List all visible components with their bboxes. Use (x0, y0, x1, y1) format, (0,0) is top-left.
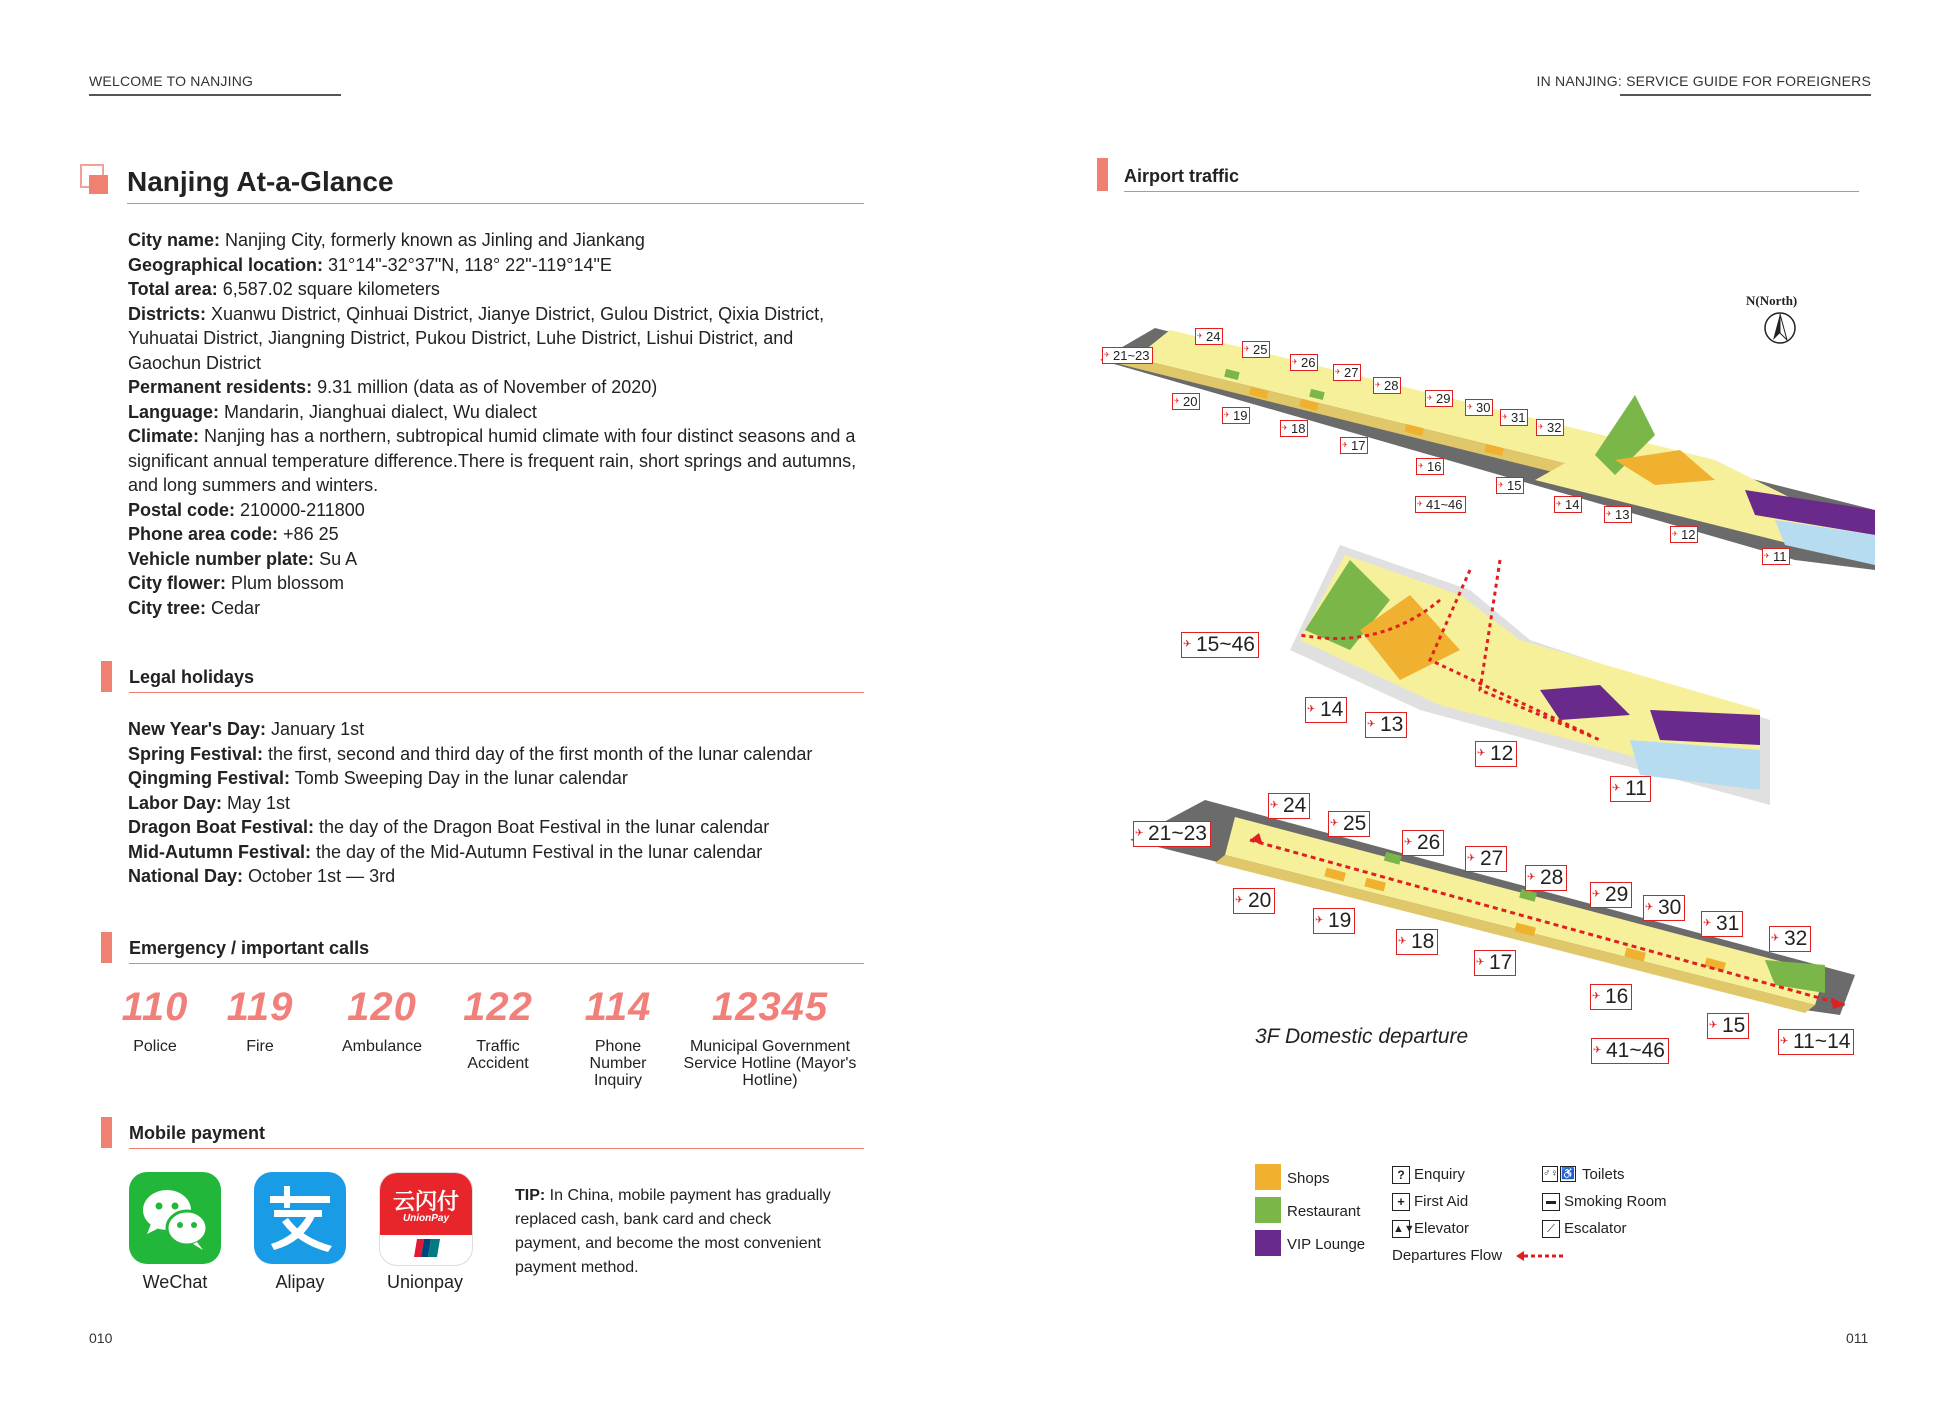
fact-row-value: Su A (314, 548, 358, 569)
gate-number: 21~23 (1113, 348, 1150, 363)
legend-escalator: Escalator (1564, 1220, 1627, 1237)
gate-number: 32 (1784, 927, 1808, 950)
gate-number: 41~46 (1426, 497, 1463, 512)
gate-number: 17 (1351, 438, 1366, 453)
plane-icon: ✈ (1418, 463, 1424, 470)
page-title: Nanjing At-a-Glance (127, 166, 394, 197)
plane-icon: ✈ (1593, 1045, 1602, 1056)
holiday-row (128, 791, 888, 816)
gate-number: 12 (1490, 742, 1514, 765)
gate-number: 19 (1233, 408, 1248, 423)
gate-number: 17 (1489, 951, 1513, 974)
holidays-title: Legal holidays (129, 667, 255, 687)
gate-label (1313, 908, 1355, 934)
enquiry-icon: ? (1392, 1166, 1410, 1184)
fact-row-value: Nanjing has a northern, subtropical humid climate with four distinct seasons and a significant annual temperature difference.There is frequent rain, short springs and autumns, and long summers and winters. (128, 426, 857, 495)
gate-number: 28 (1384, 378, 1399, 393)
alipay-label: Alipay (275, 1272, 325, 1292)
fact-row (128, 277, 868, 302)
unionpay-logo-text: 云闪付 (392, 1189, 459, 1214)
gate-number: 20 (1248, 889, 1272, 912)
gate-label (1333, 364, 1361, 381)
gate-label (1102, 347, 1153, 364)
fact-row-value: Plum blossom (226, 573, 345, 593)
gate-number: 15 (1507, 478, 1522, 493)
plane-icon: ✈ (1538, 424, 1544, 431)
departures-flow-icon (1516, 1250, 1566, 1262)
plane-icon: ✈ (1224, 412, 1230, 419)
gate-label (1701, 911, 1743, 937)
legend-restaurant: Restaurant (1287, 1203, 1361, 1220)
gate-label (1536, 419, 1564, 436)
emergency-label-traffic: Traffic Accident (467, 1038, 529, 1072)
gate-label (1590, 984, 1632, 1010)
fact-row-value: 6,587.02 square kilometers (217, 279, 440, 299)
gate-number: 12 (1681, 527, 1696, 542)
gate-number: 14 (1320, 698, 1344, 721)
legend-elevator: Elevator (1414, 1220, 1470, 1237)
alipay-icon (254, 1172, 346, 1264)
holidays-rule (129, 692, 864, 693)
holiday-row-value: October 1st — 3rd (243, 866, 396, 886)
gate-label (1181, 632, 1259, 658)
map-caption: 3F Domestic departure (1255, 1025, 1469, 1048)
holiday-row-label: Labor Day: (128, 792, 223, 813)
emergency-label-inquiry: Phone Number Inquiry (589, 1038, 647, 1089)
gate-number: 11~14 (1793, 1030, 1851, 1053)
fact-row-value: +86 25 (278, 524, 339, 544)
gate-label (1465, 846, 1507, 872)
gate-label (1707, 1013, 1749, 1039)
gate-label (1396, 929, 1438, 955)
fact-row-label: Climate: (128, 426, 200, 446)
gate-number: 11 (1625, 777, 1647, 800)
north-label: N(North) (1746, 293, 1798, 308)
unionpay-icon (379, 1172, 473, 1266)
emergency-title: Emergency / important calls (129, 938, 370, 958)
plane-icon: ✈ (1771, 933, 1780, 944)
elevator-icon: ▲▼ (1392, 1220, 1410, 1238)
plane-icon: ✈ (1174, 398, 1180, 405)
plane-icon: ✈ (1292, 359, 1298, 366)
fact-row-value: Nanjing City, formerly known as Jinling and Jiankang (220, 230, 645, 250)
gate-number: 26 (1301, 355, 1316, 370)
gate-label (1525, 865, 1567, 891)
gate-label (1195, 328, 1223, 345)
plane-icon: ✈ (1527, 872, 1536, 883)
emergency-bar (101, 932, 112, 963)
gate-label (1305, 697, 1347, 723)
fact-row-value: Cedar (206, 597, 261, 618)
payment-title: Mobile payment (129, 1123, 266, 1143)
gate-label (1465, 399, 1493, 416)
holiday-row (128, 766, 888, 791)
gate-number: 15 (1722, 1014, 1746, 1037)
gate-label (1425, 390, 1453, 407)
plane-icon: ✈ (1235, 895, 1244, 906)
plane-icon: ✈ (1427, 395, 1433, 402)
gate-label (1328, 811, 1370, 837)
emergency-label-fire: Fire (246, 1038, 274, 1055)
plane-icon: ✈ (1398, 936, 1407, 947)
plane-icon: ✈ (1467, 404, 1473, 411)
fact-row (128, 571, 868, 596)
gate-number: 20 (1183, 394, 1198, 409)
holiday-row-label: Dragon Boat Festival: (128, 817, 315, 837)
gate-number: 14 (1565, 497, 1580, 512)
gate-label (1416, 458, 1444, 475)
fact-row (128, 302, 868, 376)
gate-label (1365, 712, 1407, 738)
gate-label (1590, 882, 1632, 908)
tip-text: In China, mobile payment has gradually replaced cash, bank card and check payment, and become the most convenient payment method. (515, 1187, 831, 1276)
fact-row (128, 498, 868, 523)
plane-icon: ✈ (1307, 704, 1316, 715)
gate-label (1475, 741, 1517, 767)
plane-icon: ✈ (1135, 828, 1144, 839)
gate-label (1402, 830, 1444, 856)
gate-number: 30 (1476, 400, 1491, 415)
gate-label (1340, 437, 1368, 454)
gate-label (1415, 496, 1466, 513)
fact-row-value: Mandarin, Jianghuai dialect, Wu dialect (219, 401, 537, 422)
gate-label (1373, 377, 1401, 394)
plane-icon: ✈ (1330, 818, 1339, 829)
holiday-row-label: Mid-Autumn Festival: (128, 841, 311, 862)
gate-label (1500, 409, 1528, 426)
plane-icon: ✈ (1645, 902, 1654, 913)
fact-row-label: Geographical location: (128, 254, 324, 275)
emergency-number-hotline: 12345 (711, 985, 829, 1029)
fact-row (128, 522, 868, 547)
holidays-list (128, 717, 888, 889)
wechat-icon (129, 1172, 221, 1264)
holiday-row-label: New Year's Day: (128, 719, 267, 739)
holiday-row (128, 840, 888, 865)
legend-restaurant-swatch (1255, 1197, 1281, 1223)
gate-number: 16 (1427, 459, 1442, 474)
plane-icon: ✈ (1315, 915, 1324, 926)
legend-vip: VIP Lounge (1287, 1236, 1366, 1253)
smoking-icon: ▬ (1542, 1193, 1560, 1211)
emergency-label-hotline: Municipal Government Service Hotline (Mayor's Hotline) (683, 1038, 857, 1089)
airport-bar (1097, 158, 1108, 191)
gate-number: 11 (1773, 549, 1787, 564)
emergency-number-fire: 119 (226, 985, 294, 1029)
gate-number: 21~23 (1148, 822, 1207, 845)
fact-row-label: Language: (128, 401, 220, 422)
airport-rule (1124, 191, 1859, 192)
fact-row-label: Total area: (128, 279, 218, 299)
fact-row-value: Xuanwu District, Qinhuai District, Jianye District, Gulou District, Qixia District, Yuhuatai District, Jiangning District, Pukou District, Luhe District, Lishui District, and Gaochun District (128, 303, 825, 373)
plane-icon: ✈ (1612, 783, 1621, 794)
plane-icon: ✈ (1183, 639, 1192, 650)
gate-label (1222, 407, 1250, 424)
fact-row-value: 210000-211800 (235, 499, 365, 520)
holiday-row (128, 742, 888, 767)
gate-number: 29 (1605, 883, 1629, 906)
unionpay-logo-sub: UnionPay (402, 1213, 450, 1224)
legend-vip-swatch (1255, 1230, 1281, 1256)
plane-icon: ✈ (1498, 482, 1504, 489)
legend-enquiry: Enquiry (1414, 1166, 1465, 1183)
gate-number: 32 (1547, 420, 1562, 435)
tip-label: TIP: (515, 1187, 546, 1204)
plane-icon: ✈ (1104, 352, 1110, 359)
payment-bar (101, 1117, 112, 1148)
plane-icon: ✈ (1709, 1020, 1718, 1031)
fact-row-label: Postal code: (128, 499, 236, 520)
header-left: WELCOME TO NANJING (89, 73, 254, 89)
gate-number: 26 (1417, 831, 1441, 854)
emergency-number-traffic: 122 (463, 985, 533, 1029)
holiday-row-value: the day of the Mid-Autumn Festival in the lunar calendar (311, 841, 763, 862)
holiday-row (128, 717, 888, 742)
fact-row-label: Phone area code: (128, 524, 279, 544)
plane-icon: ✈ (1270, 800, 1279, 811)
gate-number: 30 (1658, 896, 1682, 919)
unionpay-label: Unionpay (386, 1272, 464, 1292)
plane-icon: ✈ (1282, 425, 1288, 432)
fact-row (128, 253, 868, 278)
holiday-row (128, 815, 888, 840)
plane-icon: ✈ (1556, 501, 1562, 508)
gate-label (1242, 341, 1270, 358)
terminal-map-east-wing (1270, 540, 1770, 810)
plane-icon: ✈ (1606, 511, 1612, 518)
holiday-row-label: Spring Festival: (128, 743, 264, 764)
legend-toilets: Toilets (1582, 1166, 1625, 1183)
emergency-rule (129, 963, 864, 964)
gate-number: 25 (1253, 342, 1268, 357)
gate-label (1290, 354, 1318, 371)
header-right-rule (1620, 94, 1871, 96)
title-icon (80, 164, 108, 192)
title-rule (127, 203, 864, 204)
plane-icon: ✈ (1703, 918, 1712, 929)
holidays-bar (101, 661, 112, 692)
gate-label (1769, 926, 1811, 952)
gate-number: 27 (1480, 847, 1504, 870)
gate-number: 16 (1605, 985, 1629, 1008)
gate-label (1268, 793, 1310, 819)
fact-row-label: City name: (128, 230, 221, 250)
gate-label (1280, 420, 1308, 437)
fact-row-label: Vehicle number plate: (128, 548, 315, 569)
header-right: IN NANJING: SERVICE GUIDE FOR FOREIGNERS (1536, 73, 1871, 89)
holiday-row-value: Tomb Sweeping Day in the lunar calendar (290, 768, 628, 788)
fact-row (128, 424, 868, 498)
city-facts (128, 228, 868, 620)
fact-row (128, 400, 868, 425)
holiday-row-value: May 1st (222, 792, 291, 813)
fact-row (128, 228, 868, 253)
gate-label (1133, 821, 1211, 847)
fact-row-label: Permanent residents: (128, 377, 313, 397)
gate-label (1643, 895, 1685, 921)
gate-label (1591, 1038, 1669, 1064)
plane-icon: ✈ (1780, 1036, 1789, 1047)
gate-label (1172, 393, 1200, 410)
gate-label (1778, 1029, 1854, 1055)
emergency-label-police: Police (133, 1038, 177, 1055)
gate-label (1554, 496, 1582, 513)
emergency-number-inquiry: 114 (584, 985, 652, 1029)
gate-number: 41~46 (1606, 1039, 1665, 1062)
plane-icon: ✈ (1502, 414, 1508, 421)
gate-number: 31 (1716, 912, 1740, 935)
gate-number: 18 (1291, 421, 1306, 436)
gate-number: 15~46 (1196, 633, 1255, 656)
legend-smoking: Smoking Room (1564, 1193, 1667, 1210)
plane-icon: ✈ (1244, 346, 1250, 353)
plane-icon: ✈ (1476, 957, 1485, 968)
gate-number: 13 (1380, 713, 1404, 736)
legend-shops-swatch (1255, 1164, 1281, 1190)
plane-icon: ✈ (1592, 991, 1601, 1002)
plane-icon: ✈ (1764, 553, 1770, 560)
gate-label (1604, 506, 1632, 523)
first-aid-icon: + (1392, 1193, 1410, 1211)
plane-icon: ✈ (1375, 382, 1381, 389)
fact-row-label: City tree: (128, 597, 207, 618)
header-left-rule (89, 94, 341, 96)
gate-number: 27 (1344, 365, 1359, 380)
emergency-number-police: 110 (121, 985, 189, 1029)
plane-icon: ✈ (1672, 531, 1678, 538)
gate-label (1474, 950, 1516, 976)
legend-shops: Shops (1287, 1170, 1330, 1187)
plane-icon: ✈ (1467, 853, 1476, 864)
gate-label (1233, 888, 1275, 914)
holiday-row-label: Qingming Festival: (128, 768, 291, 788)
toilets-icon: ♂♀ ♿ (1543, 1168, 1575, 1180)
plane-icon: ✈ (1404, 837, 1413, 848)
gate-number: 13 (1615, 507, 1630, 522)
gate-number: 18 (1411, 930, 1435, 953)
gate-label (1496, 477, 1524, 494)
plane-icon: ✈ (1197, 333, 1203, 340)
plane-icon: ✈ (1335, 369, 1341, 376)
plane-icon: ✈ (1342, 442, 1348, 449)
payment-tip (515, 1184, 835, 1280)
fact-row-value: 9.31 million (data as of November of 2020) (312, 377, 658, 397)
legend-departures-flow: Departures Flow (1392, 1247, 1503, 1264)
gate-number: 24 (1206, 329, 1221, 344)
fact-row-value: 31°14"-32°37"N, 118° 22"-119°14"E (323, 254, 612, 275)
gate-number: 25 (1343, 812, 1367, 835)
fact-row-label: City flower: (128, 573, 227, 593)
holiday-row-value: the day of the Dragon Boat Festival in the lunar calendar (314, 817, 770, 837)
fact-row-label: Districts: (128, 303, 207, 324)
legend-first-aid: First Aid (1414, 1193, 1469, 1210)
fact-row (128, 547, 868, 572)
payment-rule (129, 1148, 864, 1149)
fact-row (128, 375, 868, 400)
gate-number: 31 (1511, 410, 1526, 425)
gate-number: 29 (1436, 391, 1451, 406)
holiday-row (128, 864, 888, 889)
holiday-row-label: National Day: (128, 866, 244, 886)
airport-title: Airport traffic (1124, 166, 1240, 186)
wechat-label: WeChat (142, 1272, 208, 1292)
gate-number: 19 (1328, 909, 1352, 932)
emergency-label-ambulance: Ambulance (341, 1038, 423, 1055)
gate-number: 24 (1283, 794, 1307, 817)
holiday-row-value: the first, second and third day of the first month of the lunar calendar (263, 743, 813, 764)
plane-icon: ✈ (1367, 719, 1376, 730)
fact-row (128, 596, 868, 621)
page-number-left: 010 (89, 1330, 113, 1346)
emergency-number-ambulance: 120 (347, 985, 417, 1029)
escalator-icon: ⟋ (1542, 1220, 1560, 1238)
page-number-right: 011 (1846, 1330, 1869, 1346)
holiday-row-value: January 1st (266, 719, 365, 739)
plane-icon: ✈ (1592, 889, 1601, 900)
plane-icon: ✈ (1477, 748, 1486, 759)
plane-icon: ✈ (1417, 501, 1423, 508)
gate-number: 28 (1540, 866, 1564, 889)
